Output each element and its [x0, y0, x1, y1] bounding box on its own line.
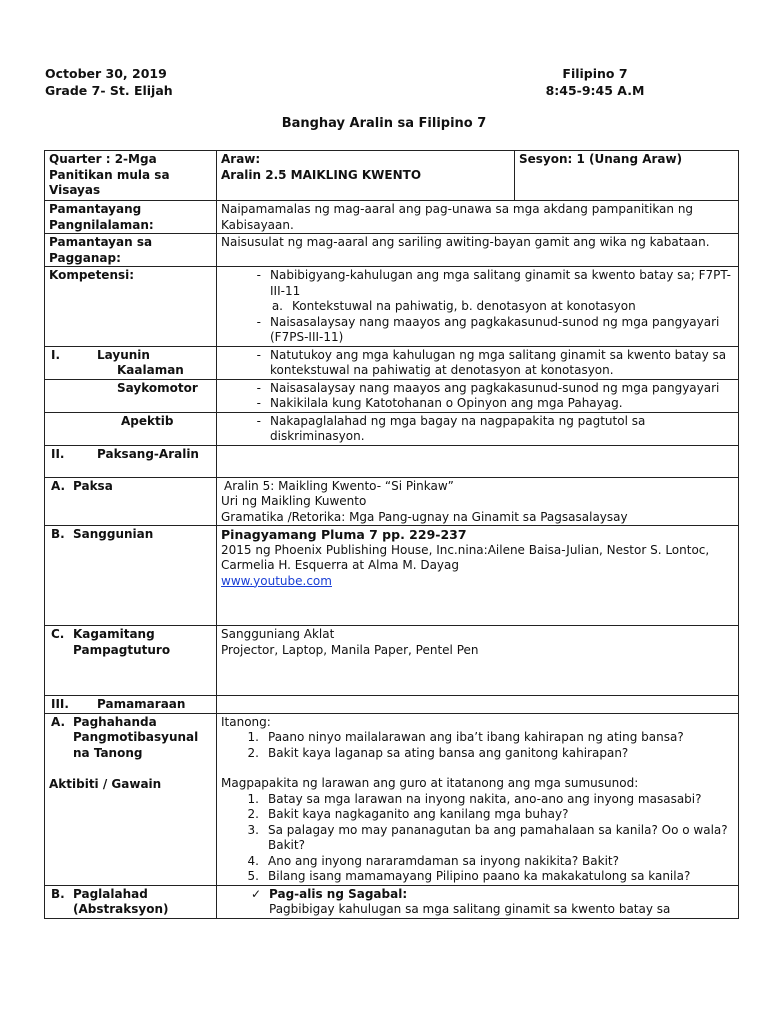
aktibiti-label: Aktibiti / Gawain: [49, 777, 162, 791]
list-item: 4. Ano ang inyong nararamdaman sa inyong nakikita? Bakit?: [247, 853, 619, 868]
paglalahad-label: B. Paglalahad (Abstraksyon): [45, 885, 217, 918]
paksa-label: A. Paksa: [45, 477, 217, 526]
table-row: [45, 267, 739, 347]
pagganap-text: Naisusulat ng mag-aaral ang sariling awiting-bayan gamit ang wika ng kabataan.: [217, 234, 739, 267]
lesson-date: October 30, 2019: [45, 66, 167, 81]
aralin-title: Aralin 2.5 MAIKLING KWENTO: [221, 167, 422, 182]
list-item: - Naisasalaysay nang maayos ang pagkakasunud-sunod ng mga pangyayari (F7PS-III-11): [256, 314, 720, 344]
pangnilalaman-label: Pamantayang Pangnilalaman:: [45, 201, 217, 234]
paghahanda-content: Itanong: 1. Paano ninyo mailalarawan ang iba’t ibang kahirapan ng ating bansa? 2. Bakit kaya laganap sa ating bansa ang ganitong kahirapan? Magpapakita ng larawan ang guro at itatanong ang mga sumusunod: 1. Batay sa mga larawan na inyong nakita, ano-ano ang inyong masasabi? 2. Bakit kaya nagkaganito ang kanilang mga buhay? 3. Sa palagay mo may pananagutan ba ang pamahalaan sa kanila? Oo o wala? Bakit? 4. Ano ang inyong nararamdaman sa inyong nakikita? Bakit? 5. Bilang isang mamamayang Pilipino paano ka makakatulong sa kanila?: [217, 713, 739, 885]
subject: Filipino 7: [562, 66, 628, 81]
table-row: [45, 379, 739, 412]
table-row: [45, 346, 739, 379]
kagamitan-content: Sangguniang Aklat Projector, Laptop, Manila Paper, Pentel Pen: [217, 626, 739, 696]
araw-label: Araw:: [221, 152, 261, 166]
list-item: 2. Bakit kaya laganap sa ating bansa ang ganitong kahirapan?: [247, 745, 629, 760]
list-item: - Naisasalaysay nang maayos ang pagkakasunud-sunod ng mga pangyayari: [256, 380, 720, 395]
pagganap-label: Pamantayan sa Pagganap:: [45, 234, 217, 267]
table-row: [45, 201, 739, 234]
list-item: 3. Sa palagay mo may pananagutan ba ang pamahalaan sa kanila? Oo o wala? Bakit?: [247, 822, 728, 852]
sanggunian-label: B. Sanggunian: [45, 526, 217, 626]
table-row: [45, 151, 739, 201]
table-row: [45, 445, 739, 477]
checkmark-icon: ✓: [250, 886, 261, 901]
kompetensi-label: Kompetensi:: [45, 267, 217, 347]
table-row: [45, 526, 739, 626]
kagamitan-label: C. Kagamitang Pampagtuturo: [45, 626, 217, 696]
publisher-text: 2015 ng Phoenix Publishing House, Inc.nina:Ailene Baisa-Julian, Nestor S. Lontoc, Carmelia H. Esquerra at Alma M. Dayag: [221, 542, 710, 572]
book-title: Pinagyamang Pluma 7 pp. 229-237: [221, 527, 467, 542]
paksang-aralin-label: II. Paksang-Aralin: [45, 445, 217, 477]
paglalahad-content: ✓ Pag-alis ng Sagabal: Pagbibigay kahulugan sa mga salitang ginamit sa kwento batay sa: [217, 885, 739, 918]
grade-section: Grade 7- St. Elijah: [45, 83, 173, 98]
table-row: [45, 713, 739, 885]
sanggunian-content: [217, 526, 739, 626]
sesyon-cell: Sesyon: 1 (Unang Araw): [515, 151, 739, 201]
layunin-label: I. Layunin Kaalaman: [45, 346, 217, 379]
saykomotor-label: Saykomotor: [45, 379, 217, 412]
header-right: [530, 65, 660, 99]
class-time: 8:45-9:45 A.M: [545, 83, 645, 98]
list-item: 2. Bakit kaya nagkaganito ang kanilang mga buhay?: [247, 807, 569, 821]
table-row: [45, 696, 739, 714]
header-left: [45, 65, 173, 99]
pamamaraan-label: III. Pamamaraan: [45, 696, 217, 714]
document-title: Banghay Aralin sa Filipino 7: [281, 116, 487, 131]
kompetensi-list: [217, 267, 739, 347]
list-item: 5. Bilang isang mamamayang Pilipino paano ka makakatulong sa kanila?: [247, 869, 691, 883]
list-item: - Nakikilala kung Katotohanan o Opinyon ang mga Pahayag.: [256, 396, 623, 410]
apektib-label: Apektib: [45, 412, 217, 445]
list-item: a. Kontekstuwal na pahiwatig, b. denotasyon at konotasyon: [271, 299, 636, 313]
saykomotor-list: [217, 379, 739, 412]
table-row: [45, 234, 739, 267]
table-row: [45, 626, 739, 696]
paksa-content: Aralin 5: Maikling Kwento- “Si Pinkaw” Uri ng Maikling Kuwento Gramatika /Retorika: Mga Pang-ugnay na Ginamit sa Pagsasalaysay: [217, 477, 739, 526]
kaalaman-text: - Natutukoy ang mga kahulugan ng mga salitang ginamit sa kwento batay sa kontekstuwal na pahiwatig at denotasyon at konotasyon.: [217, 346, 739, 379]
paghahanda-label: A. Paghahanda Pangmotibasyunal na Tanong Aktibiti / Gawain: [45, 713, 217, 885]
table-row: [45, 477, 739, 526]
list-item: 1. Paano ninyo mailalarawan ang iba’t ibang kahirapan ng ating bansa?: [247, 730, 684, 744]
apektib-text: - Nakapaglalahad ng mga bagay na nagpapakita ng pagtutol sa diskriminasyon.: [217, 412, 739, 445]
table-row: [45, 885, 739, 918]
araw-cell: [217, 151, 515, 201]
table-row: [45, 412, 739, 445]
quarter-label: Quarter : 2-Mga Panitikan mula sa Visayas: [45, 151, 217, 201]
pangnilalaman-text: Naipamamalas ng mag-aaral ang pag-unawa sa mga akdang pampanitikan ng Kabisayaan.: [217, 201, 739, 234]
list-item: 1. Batay sa mga larawan na inyong nakita, ano-ano ang inyong masasabi?: [247, 791, 702, 806]
list-item: - Nabibigyang-kahulugan ang mga salitang ginamit sa kwento batay sa; F7PT-III-11: [256, 268, 731, 298]
youtube-link[interactable]: www.youtube.com: [221, 573, 332, 588]
lesson-plan-table: [44, 150, 739, 919]
